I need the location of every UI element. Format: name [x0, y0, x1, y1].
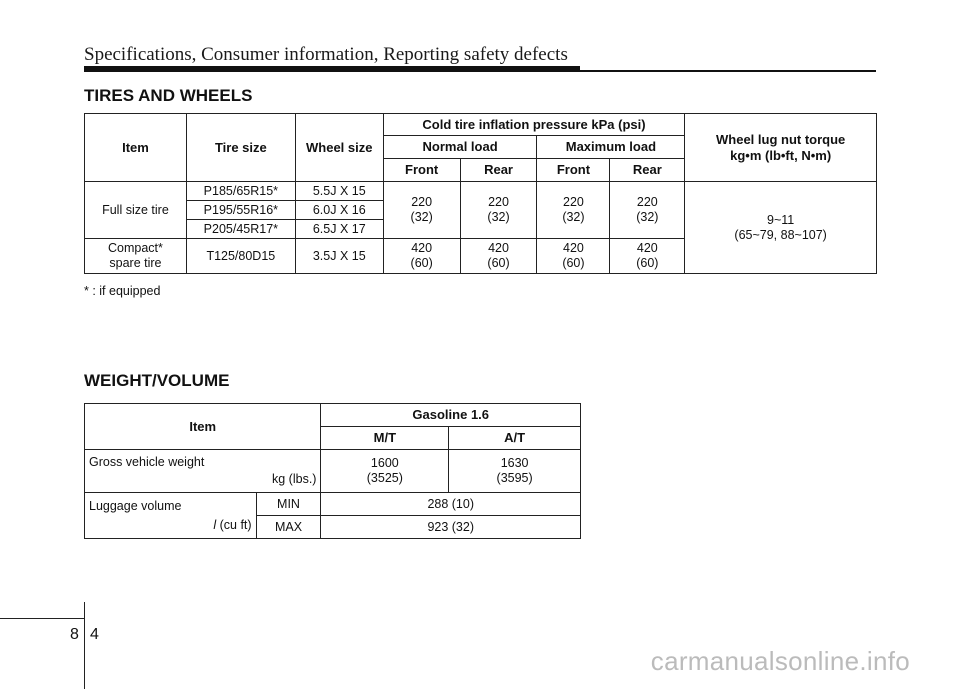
weight-header-mt: M/T: [321, 427, 449, 450]
pressure-max-rear: 220 (32): [610, 182, 685, 239]
header-cold-pressure: Cold tire inflation pressure kPa (psi): [383, 114, 685, 136]
header-normal-load: Normal load: [383, 136, 537, 159]
gross-weight-label: Gross vehicle weight: [89, 455, 205, 469]
wheel-size-cell: 3.5J X 15: [295, 239, 383, 274]
gross-weight-at: 1630 (3595): [449, 450, 581, 493]
luggage-volume-label: Luggage volume: [89, 499, 182, 513]
footer-horizontal-rule: [0, 618, 84, 619]
header-normal-rear: Rear: [460, 159, 537, 182]
header-tire-size: Tire size: [186, 114, 295, 182]
weight-section-title: WEIGHT/VOLUME: [84, 371, 230, 390]
full-size-tire-label: Full size tire: [85, 182, 187, 239]
watermark: carmanualsonline.info: [650, 646, 910, 676]
gross-weight-label-cell: [85, 450, 321, 493]
pressure-normal-rear: 220 (32): [460, 182, 537, 239]
lug-torque-value: 9~11 (65~79, 88~107): [685, 182, 877, 274]
header-thick-bar: [84, 66, 580, 72]
chapter-number: 8: [70, 626, 79, 643]
tire-size-cell: P205/45R17*: [186, 220, 295, 239]
weight-header-item: Item: [85, 404, 321, 450]
compact-pressure-normal-front: 420 (60): [383, 239, 460, 274]
footer-vertical-rule: [84, 602, 85, 689]
luggage-label-cell: [85, 493, 257, 539]
weight-header-engine: Gasoline 1.6: [321, 404, 581, 427]
compact-spare-label: Compact* spare tire: [85, 239, 187, 274]
header-thin-line: [580, 70, 876, 72]
luggage-max-value: 923 (32): [321, 516, 581, 539]
header-normal-front: Front: [383, 159, 460, 182]
wheel-size-cell: 6.0J X 16: [295, 201, 383, 220]
weight-table: [84, 403, 581, 539]
wheel-size-cell: 6.5J X 17: [295, 220, 383, 239]
header-item: Item: [85, 114, 187, 182]
weight-header-at: A/T: [449, 427, 581, 450]
pressure-max-front: 220 (32): [537, 182, 610, 239]
tires-section-title: TIRES AND WHEELS: [84, 86, 253, 105]
wheel-size-cell: 5.5J X 15: [295, 182, 383, 201]
header-lug-torque: Wheel lug nut torque kg•m (lb•ft, N•m): [685, 114, 877, 182]
header-max-front: Front: [537, 159, 610, 182]
tires-table: [84, 113, 877, 274]
gross-weight-mt: 1600 (3525): [321, 450, 449, 493]
header-wheel-size: Wheel size: [295, 114, 383, 182]
header-max-rear: Rear: [610, 159, 685, 182]
luggage-min-label: MIN: [256, 493, 321, 516]
header-maximum-load: Maximum load: [537, 136, 685, 159]
luggage-volume-unit: l (cu ft): [213, 518, 252, 532]
compact-pressure-normal-rear: 420 (60): [460, 239, 537, 274]
tire-size-cell: P185/65R15*: [186, 182, 295, 201]
tire-size-cell: T125/80D15: [186, 239, 295, 274]
pressure-normal-front: 220 (32): [383, 182, 460, 239]
page-header-title: Specifications, Consumer information, Reporting safety defects: [84, 44, 568, 65]
compact-pressure-max-front: 420 (60): [537, 239, 610, 274]
gross-weight-unit: kg (lbs.): [272, 472, 317, 486]
page-number: 4: [90, 626, 99, 643]
luggage-max-label: MAX: [256, 516, 321, 539]
luggage-min-value: 288 (10): [321, 493, 581, 516]
tire-size-cell: P195/55R16*: [186, 201, 295, 220]
equipped-footnote: * : if equipped: [84, 284, 161, 298]
compact-pressure-max-rear: 420 (60): [610, 239, 685, 274]
